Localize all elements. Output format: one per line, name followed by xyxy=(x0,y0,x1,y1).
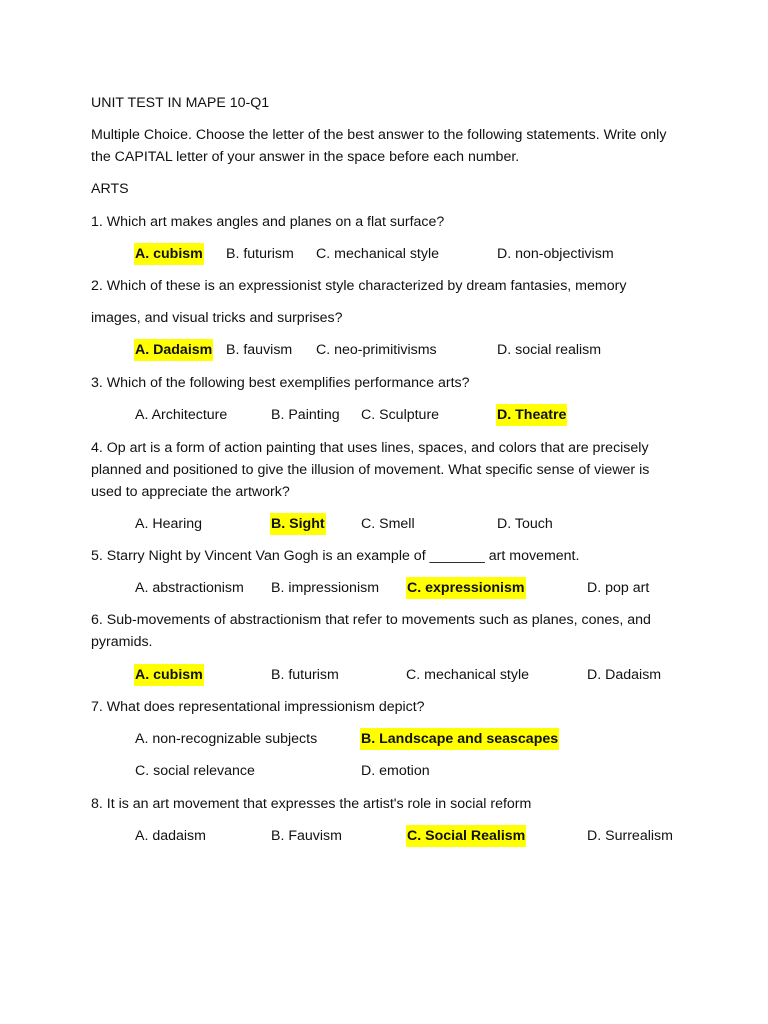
question-3: 3. Which of the following best exemplifies performance arts? xyxy=(91,375,470,391)
q6-option-d: D. Dadaism xyxy=(587,667,662,683)
q2-option-d: D. social realism xyxy=(497,342,602,358)
q5-option-c-answer: C. expressionism xyxy=(406,577,526,599)
q4-option-c: C. Smell xyxy=(361,516,415,532)
question-1: 1. Which art makes angles and planes on a flat surface? xyxy=(91,214,445,230)
q4-option-a: A. Hearing xyxy=(135,516,203,532)
question-8: 8. It is an art movement that expresses the artist's role in social reform xyxy=(91,796,532,812)
q2-option-c: C. neo-primitivisms xyxy=(316,342,437,358)
q1-option-b: B. futurism xyxy=(226,246,294,262)
q2-option-a-answer: A. Dadaism xyxy=(134,339,213,361)
q5-option-a: A. abstractionism xyxy=(135,580,244,596)
q8-option-c-answer: C. Social Realism xyxy=(406,825,526,847)
q1-option-d: D. non-objectivism xyxy=(497,246,614,262)
q8-option-b: B. Fauvism xyxy=(271,828,342,844)
q5-option-b: B. impressionism xyxy=(271,580,380,596)
question-2-line-1: 2. Which of these is an expressionist style characterized by dream fantasies, memory xyxy=(91,278,627,294)
question-6: 6. Sub-movements of abstractionism that refer to movements such as planes, cones, and pyramids. xyxy=(91,612,651,650)
q3-option-a: A. Architecture xyxy=(135,407,228,423)
q8-option-d: D. Surrealism xyxy=(587,828,673,844)
q6-option-c: C. mechanical style xyxy=(406,667,530,683)
q7-option-b-answer: B. Landscape and seascapes xyxy=(360,728,559,750)
q6-option-b: B. futurism xyxy=(271,667,339,683)
q4-option-b-answer: B. Sight xyxy=(270,513,326,535)
instructions: Multiple Choice. Choose the letter of the best answer to the following statements. Write only the CAPITAL letter of your answer in the space before each number. xyxy=(91,127,667,165)
q3-option-d-answer: D. Theatre xyxy=(496,404,567,426)
question-5: 5. Starry Night by Vincent Van Gogh is an example of _______ art movement. xyxy=(91,548,580,564)
q8-option-a: A. dadaism xyxy=(135,828,206,844)
question-2-line-2: images, and visual tricks and surprises? xyxy=(91,310,343,326)
q3-option-c: C. Sculpture xyxy=(361,407,440,423)
page-title: UNIT TEST IN MAPE 10-Q1 xyxy=(91,95,270,111)
q1-option-c: C. mechanical style xyxy=(316,246,440,262)
q2-option-b: B. fauvism xyxy=(226,342,293,358)
q7-option-c: C. social relevance xyxy=(135,763,255,779)
q4-option-d: D. Touch xyxy=(497,516,553,532)
q6-option-a-answer: A. cubism xyxy=(134,664,204,686)
question-4: 4. Op art is a form of action painting that uses lines, spaces, and colors that are precisely planned and positioned to give the illusion of movement. What specific sense of viewer is used to appreciate the artwork? xyxy=(91,440,650,500)
q3-option-b: B. Painting xyxy=(271,407,340,423)
q7-option-d: D. emotion xyxy=(361,763,430,779)
q5-option-d: D. pop art xyxy=(587,580,650,596)
question-7: 7. What does representational impressionism depict? xyxy=(91,699,425,715)
q7-option-a: A. non-recognizable subjects xyxy=(135,731,318,747)
q1-option-a-answer: A. cubism xyxy=(134,243,204,265)
section-heading: ARTS xyxy=(91,181,129,197)
